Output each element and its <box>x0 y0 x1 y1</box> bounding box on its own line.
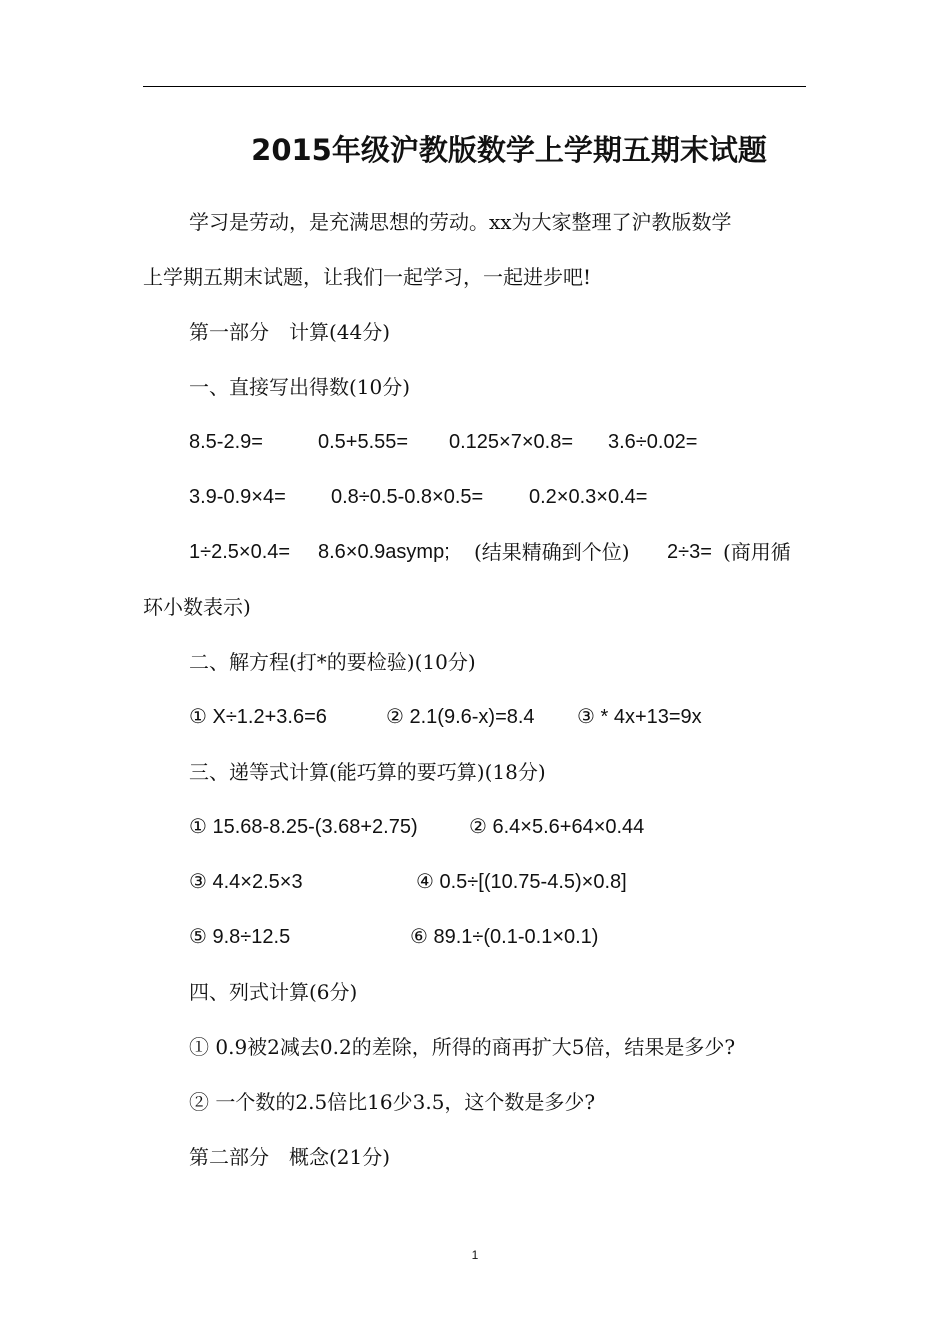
part1-heading: 第一部分 计算(44分) <box>189 320 391 344</box>
equation-item: ③ * 4x+13=9x <box>577 706 702 728</box>
section2-items <box>0 703 950 731</box>
section1-row3 <box>0 538 950 566</box>
page-number: 1 <box>471 1248 479 1262</box>
section3-row1 <box>0 813 950 841</box>
section1-row1 <box>0 428 950 456</box>
equation-item: ② 2.1(9.6-x)=8.4 <box>386 706 535 728</box>
calc-item: ⑥ 89.1÷(0.1-0.1×0.1) <box>410 926 599 948</box>
document-title: 2015年级沪教版数学上学期五期末试题 <box>251 133 767 167</box>
section1-row3-continued: 环小数表示) <box>143 595 251 619</box>
problem: 0.5+5.55= <box>318 431 409 453</box>
problem: 2÷3= <box>667 541 712 563</box>
intro-line-1: 学习是劳动，是充满思想的劳动。xx为大家整理了沪教版数学 <box>189 210 732 234</box>
equation-item: ① X÷1.2+3.6=6 <box>189 706 327 728</box>
calc-item: ⑤ 9.8÷12.5 <box>189 926 291 948</box>
calc-item: ④ 0.5÷[(10.75-4.5)×0.8] <box>416 871 627 893</box>
word-problem-item: ② 一个数的2.5倍比16少3.5，这个数是多少? <box>189 1090 596 1114</box>
problem: 0.2×0.3×0.4= <box>529 486 648 508</box>
problem: 1÷2.5×0.4= <box>189 541 291 563</box>
section4-heading: 四、列式计算(6分) <box>189 980 358 1004</box>
word-problem-item: ① 0.9被2减去0.2的差除，所得的商再扩大5倍，结果是多少? <box>189 1035 736 1059</box>
problem-note: (商用循 <box>723 540 791 564</box>
problem: 0.8÷0.5-0.8×0.5= <box>331 486 484 508</box>
intro-line-2: 上学期五期末试题，让我们一起学习，一起进步吧! <box>143 265 592 289</box>
section3-row3 <box>0 923 950 951</box>
section3-heading: 三、递等式计算(能巧算的要巧算)(18分) <box>189 760 546 784</box>
section2-heading: 二、解方程(打*的要检验)(10分) <box>189 650 476 674</box>
problem: 8.5-2.9= <box>189 431 263 453</box>
header-rule <box>143 86 806 87</box>
problem: 3.6÷0.02= <box>608 431 698 453</box>
section1-row2 <box>0 483 950 511</box>
problem: 8.6×0.9asymp; <box>318 541 450 563</box>
problem-note: (结果精确到个位) <box>474 540 630 564</box>
part2-heading: 第二部分 概念(21分) <box>189 1145 391 1169</box>
calc-item: ② 6.4×5.6+64×0.44 <box>469 816 645 838</box>
calc-item: ③ 4.4×2.5×3 <box>189 871 303 893</box>
problem: 3.9-0.9×4= <box>189 486 286 508</box>
calc-item: ① 15.68-8.25-(3.68+2.75) <box>189 816 418 838</box>
problem: 0.125×7×0.8= <box>449 431 574 453</box>
section1-heading: 一、直接写出得数(10分) <box>189 375 411 399</box>
section3-row2 <box>0 868 950 896</box>
